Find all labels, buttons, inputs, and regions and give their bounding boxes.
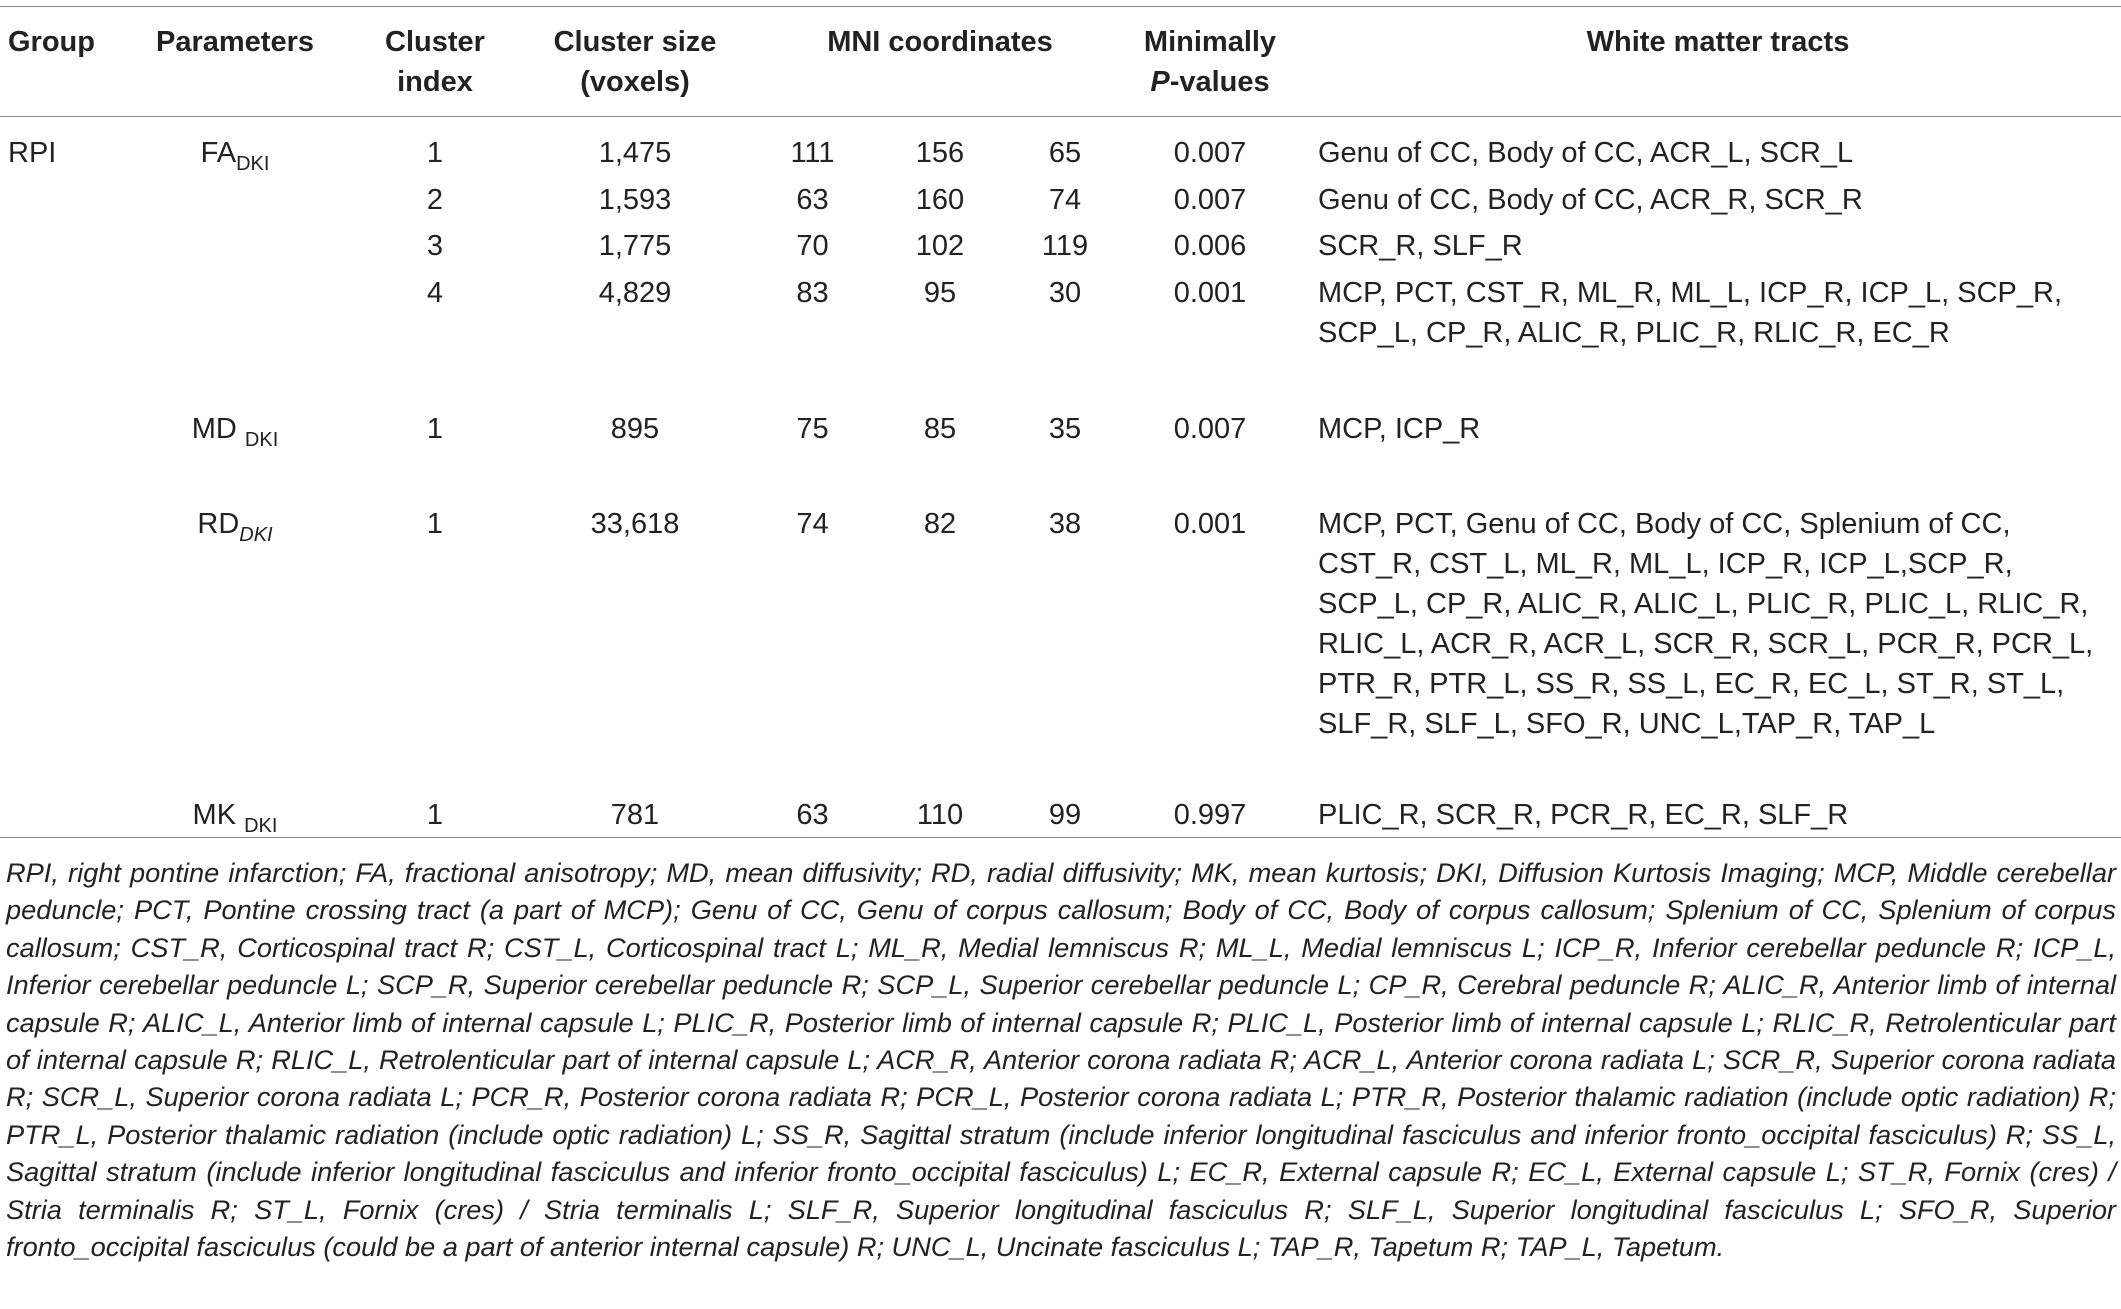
tracts: PLIC_R, SCR_R, PCR_R, EC_R, SLF_R [1318, 799, 1849, 831]
header-cluster-size-line2: (voxels) [580, 66, 690, 98]
mni-z: 38 [1048, 508, 1082, 540]
mni-z: 30 [1048, 277, 1082, 309]
top-rule [0, 6, 2121, 7]
tracts: Genu of CC, Body of CC, ACR_R, SCR_R [1318, 184, 1863, 216]
header-cluster-size [520, 22, 750, 102]
cluster-index: 1 [426, 413, 444, 445]
group-label: RPI [8, 137, 57, 169]
p-value: 0.006 [1173, 230, 1247, 262]
p-value: 0.007 [1173, 137, 1247, 169]
cluster-index: 3 [426, 230, 444, 262]
param-base: FA [200, 137, 237, 169]
param-mk [130, 795, 340, 835]
header-pvalue-line2 [1115, 62, 1305, 102]
header-pvalue-rest: -values [1169, 66, 1270, 98]
param-sub: DKI [239, 524, 273, 546]
param-sub: DKI [244, 815, 278, 837]
p-value: 0.001 [1173, 277, 1247, 309]
mni-z: 99 [1048, 799, 1082, 831]
mni-y: 160 [915, 184, 965, 216]
param-rd [130, 504, 340, 544]
param-base: MD [191, 413, 245, 445]
cluster-index: 1 [426, 508, 444, 540]
cluster-size: 895 [610, 413, 660, 445]
param-sub: DKI [244, 429, 279, 451]
mni-z: 74 [1048, 184, 1082, 216]
mni-x: 75 [796, 413, 829, 445]
mni-y: 156 [915, 137, 965, 169]
mni-z: 65 [1048, 137, 1082, 169]
tracts: MCP, PCT, Genu of CC, Body of CC, Splenium of CC, CST_R, CST_L, ML_R, ML_L, ICP_R, ICP_L,SCP_R, SCP_L, CP_R, ALIC_R, ALIC_L, PLIC_R, PLIC_L, RLIC_R, RLIC_L, ACR_R, ACR_L, SCR_R, SCR_L, PCR_R, PCR_L, PTR_R, PTR_L, SS_R, SS_L, EC_R, EC_L, ST_R, ST_L, SLF_R, SLF_L, SFO_R, UNC_L,TAP_R, TAP_L [1318, 508, 2094, 740]
mni-x: 83 [796, 277, 829, 309]
mni-x: 111 [790, 137, 835, 169]
param-md [130, 409, 340, 449]
header-pvalue [1115, 22, 1305, 102]
p-value: 0.001 [1173, 508, 1247, 540]
mni-y: 102 [915, 230, 965, 262]
param-sub: DKI [236, 153, 270, 175]
p-value: 0.007 [1173, 413, 1247, 445]
header-tracts: White matter tracts [1586, 26, 1850, 58]
mni-x: 63 [796, 184, 829, 216]
cluster-index: 1 [426, 137, 444, 169]
tracts: MCP, ICP_R [1318, 413, 1481, 445]
mni-z: 119 [1041, 230, 1089, 262]
header-parameters: Parameters [156, 26, 314, 58]
header-cluster-index-line1: Cluster [385, 26, 485, 58]
cluster-size: 1,775 [598, 230, 672, 262]
tracts: Genu of CC, Body of CC, ACR_L, SCR_L [1318, 137, 1854, 169]
tracts: MCP, PCT, CST_R, ML_R, ML_L, ICP_R, ICP_L, SCP_R, SCP_L, CP_R, ALIC_R, PLIC_R, RLIC_R, EC_R [1318, 277, 2063, 349]
header-mni: MNI coordinates [827, 26, 1053, 58]
p-value: 0.007 [1173, 184, 1247, 216]
cluster-size: 4,829 [598, 277, 672, 309]
p-value: 0.997 [1173, 799, 1247, 831]
param-fa [130, 133, 340, 173]
tracts: SCR_R, SLF_R [1318, 230, 1523, 262]
header-bottom-rule [0, 116, 2121, 117]
cluster-index: 4 [426, 277, 444, 309]
mni-y: 95 [923, 277, 957, 309]
mni-y: 110 [916, 799, 964, 831]
cluster-size: 1,593 [598, 184, 672, 216]
mni-y: 85 [923, 413, 957, 445]
header-cluster-index-line2: index [397, 66, 473, 98]
mni-z: 35 [1048, 413, 1082, 445]
header-cluster-index [360, 22, 510, 102]
mni-x: 63 [796, 799, 829, 831]
header-pvalue-p: P [1150, 66, 1170, 98]
header-group: Group [8, 26, 95, 58]
mni-x: 74 [796, 508, 829, 540]
header-cluster-size-line1: Cluster size [553, 26, 717, 58]
param-base: MK [192, 799, 245, 831]
cluster-index: 1 [426, 799, 444, 831]
cluster-index: 2 [426, 184, 444, 216]
table-bottom-rule [0, 837, 2121, 838]
cluster-size: 1,475 [598, 137, 672, 169]
cluster-size: 33,618 [590, 508, 680, 540]
mni-y: 82 [923, 508, 957, 540]
table-footnote: RPI, right pontine infarction; FA, fractional anisotropy; MD, mean diffusivity; RD, radial diffusivity; MK, mean kurtosis; DKI, Diffusion Kurtosis Imaging; MCP, Middle cerebellar peduncle; PCT, Pontine crossing tract (a part of MCP); Genu of CC, Genu of corpus callosum; Body of CC, Body of corpus callosum; Splenium of CC, Splenium of corpus callosum; CST_R, Corticospinal tract R; CST_L, Corticospinal tract L; ML_R, Medial lemniscus R; ML_L, Medial lemniscus L; ICP_R, Inferior cerebellar peduncle R; ICP_L, Inferior cerebellar peduncle L; SCP_R, Superior cerebellar peduncle R; SCP_L, Superior cerebellar peduncle L; CP_R, Cerebral peduncle R; ALIC_R, Anterior limb of internal capsule R; ALIC_L, Anterior limb of internal capsule L; PLIC_R, Posterior limb of internal capsule R; PLIC_L, Posterior limb of internal capsule L; RLIC_R, Retrolenticular part of internal capsule R; RLIC_L, Retrolenticular part of internal capsule L; ACR_R, Anterior corona radiata R; ACR_L, Anterior corona radiata L; SCR_R, Superior corona radiata R; SCR_L, Superior corona radiata L; PCR_R, Posterior corona radiata R; PCR_L, Posterior corona radiata L; PTR_R, Posterior thalamic radiation (include optic radiation) R; PTR_L, Posterior thalamic radiation (include optic radiation) L; SS_R, Sagittal stratum (include inferior longitudinal fasciculus and inferior fronto_occipital fasciculus) R; SS_L, Sagittal stratum (include inferior longitudinal fasciculus and inferior fronto_occipital fasciculus) L; EC_R, External capsule R; EC_L, External capsule L; ST_R, Fornix (cres) / Stria terminalis R; ST_L, Fornix (cres) / Stria terminalis L; SLF_R, Superior longitudinal fasciculus R; SLF_L, Superior longitudinal fasciculus L; SFO_R, Superior fronto_occipital fasciculus (could be a part of anterior internal capsule) R; UNC_L, Uncinate fasciculus L; TAP_R, Tapetum R; TAP_L, Tapetum. [6, 857, 2116, 1263]
mni-x: 70 [796, 230, 829, 262]
cluster-size: 781 [610, 799, 660, 831]
header-pvalue-line1: Minimally [1143, 26, 1277, 58]
param-base: RD [197, 508, 240, 540]
